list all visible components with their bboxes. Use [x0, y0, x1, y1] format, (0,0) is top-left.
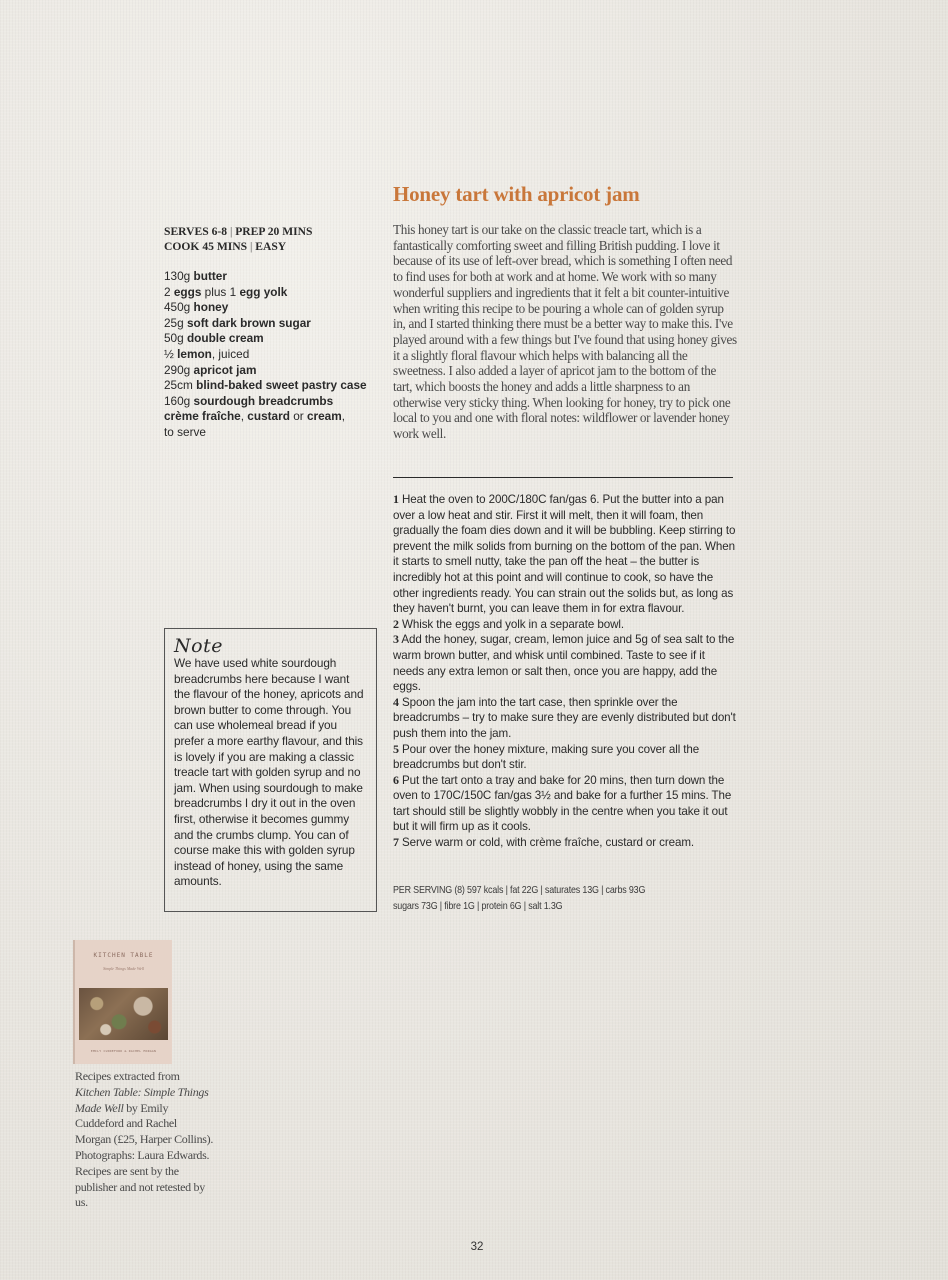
- method-steps: [393, 492, 738, 851]
- ingredient-item: 450g honey: [164, 300, 229, 315]
- nutrition-info: [393, 883, 737, 914]
- note-title: Note: [174, 635, 223, 657]
- note-text: We have used white sourdough breadcrumbs here because I want the flavour of the honey, apricots and brown butter to come through. You can use wholemeal bread if you prefer a more earthy flavour, and this is lovely if you are making a classic treacle tart with golden syrup and no jam. When using sourdough to make breadcrumbs I dry it out in the oven first, otherwise it becomes gummy and the crumbs clump. You can of course make this with golden syrup instead of honey, using the same amounts.: [174, 656, 364, 889]
- book-cover-subtitle: Simple Things Made Well: [103, 966, 144, 971]
- meta-separator: |: [250, 240, 253, 253]
- ingredient-item: 130g butter: [164, 269, 227, 283]
- step-number: 7: [393, 835, 399, 850]
- note-box: [164, 628, 377, 912]
- book-cover-image: [75, 940, 172, 1064]
- step-number: 1: [393, 492, 399, 506]
- section-divider: [393, 477, 733, 478]
- ingredient-item: 290g apricot jam: [164, 362, 257, 377]
- serves-label: SERVES 6-8: [164, 225, 228, 238]
- step-number: 5: [393, 741, 399, 756]
- step-number: 3: [393, 632, 399, 647]
- nutrition-line: PER SERVING (8) 597 kcals | fat 22G | saturates 13G | carbs 93G: [393, 885, 646, 896]
- ingredient-item: 25cm blind-baked sweet pastry case: [164, 378, 367, 393]
- method-step: 7 Serve warm or cold, with crème fraîche, custard or cream.: [393, 835, 694, 850]
- ingredient-item: crème fraîche, custard or cream,: [164, 409, 346, 424]
- book-cover-authors: EMILY CUDDEFORD & RACHEL MORGAN: [90, 1049, 157, 1053]
- method-step: 2 Whisk the eggs and yolk in a separate bowl.: [393, 616, 624, 631]
- step-number: 6: [393, 772, 399, 787]
- ingredient-item: 2 eggs plus 1 egg yolk: [164, 284, 288, 299]
- method-step: 3 Add the honey, sugar, cream, lemon juice and 5g of sea salt to the warm brown butter, and whisk until combined. Taste to see if it needs any extra lemon or salt then, once you are happy, add the eggs.: [393, 632, 735, 694]
- cook-label: COOK 45 MINS: [164, 240, 248, 253]
- book-cover-photo: [79, 988, 168, 1040]
- ingredients-list: [164, 269, 389, 441]
- book-cover-title: KITCHEN TABLE: [93, 952, 154, 959]
- cook-difficulty-line: [164, 239, 384, 254]
- method-step: 4 Spoon the jam into the tart case, then sprinkle over the breadcrumbs – try to make sure they are evenly distributed but don't push them into the jam.: [393, 694, 736, 740]
- ingredient-item: to serve: [164, 424, 206, 439]
- page-number: 32: [470, 1241, 484, 1253]
- recipe-title: Honey tart with apricot jam: [393, 182, 640, 206]
- serves-prep-line: [164, 224, 384, 239]
- ingredient-item: 50g double cream: [164, 331, 264, 346]
- recipe-meta: [164, 224, 384, 254]
- method-step: 6 Put the tart onto a tray and bake for 20 mins, then turn down the oven to 170C/150C fan/gas 3½ and bake for a further 15 mins. The tart should still be slightly wobbly in the centre when you take it out but it will firm up as it cools.: [393, 772, 732, 834]
- step-number: 4: [393, 694, 399, 709]
- difficulty-label: EASY: [255, 240, 287, 253]
- ingredient-item: 25g soft dark brown sugar: [164, 315, 311, 330]
- book-title-italic: Kitchen Table: Simple Things Made Well: [75, 1084, 209, 1115]
- nutrition-line: sugars 73G | fibre 1G | protein 6G | salt 1.3G: [393, 900, 563, 912]
- method-step: 5 Pour over the honey mixture, making sure you cover all the breadcrumbs but don't stir.: [393, 741, 700, 772]
- ingredient-item: ½ lemon, juiced: [164, 346, 250, 361]
- meta-separator: |: [229, 225, 233, 238]
- recipe-intro: This honey tart is our take on the classic treacle tart, which is a fantastically comforting sweet and filling British pudding. I love it because of its use of left-over bread, which is something I often need to find uses for both at work and at home. We work with so many wonderful suppliers and ingredients that it felt a bit counter-intuitive when writing this recipe to be pouring a whole can of golden syrup in, and I started thinking there must be a better way to make this. I've played around with a few things but I've found that using honey gives it a slightly floral flavour which helps with balancing all the sweetness. I also added a layer of apricot jam to the bottom of the tart, which boosts the honey and adds a little sharpness to an otherwise very sticky thing. When looking for honey, try to pick one local to you and one with floral notes: wildflower or lavender honey work well.: [393, 222, 737, 442]
- prep-label: PREP 20 MINS: [235, 225, 313, 238]
- method-step: 1 Heat the oven to 200C/180C fan/gas 6. Put the butter into a pan over a low heat and stir. First it will melt, then it will foam, then gradually the foam dies down and it will be bubbling. Keep stirring to prevent the milk solids from burning on the bottom of the pan. When it starts to smell nutty, take the pan off the heat – the butter is incredibly hot at this point and will continue to cook, so have the other ingredients ready. You can strain out the solids but, as long as they haven't burnt, you can leave them in for extra flavour.: [393, 492, 736, 616]
- book-credit: Recipes extracted from Kitchen Table: Simple Things Made Well by Emily Cuddeford and Rachel Morgan (£25, Harper Collins). Photographs: Laura Edwards. Recipes are sent by the publisher and not retested by us.: [75, 1069, 214, 1210]
- step-number: 2: [393, 616, 399, 631]
- ingredient-item: 160g sourdough breadcrumbs: [164, 393, 334, 408]
